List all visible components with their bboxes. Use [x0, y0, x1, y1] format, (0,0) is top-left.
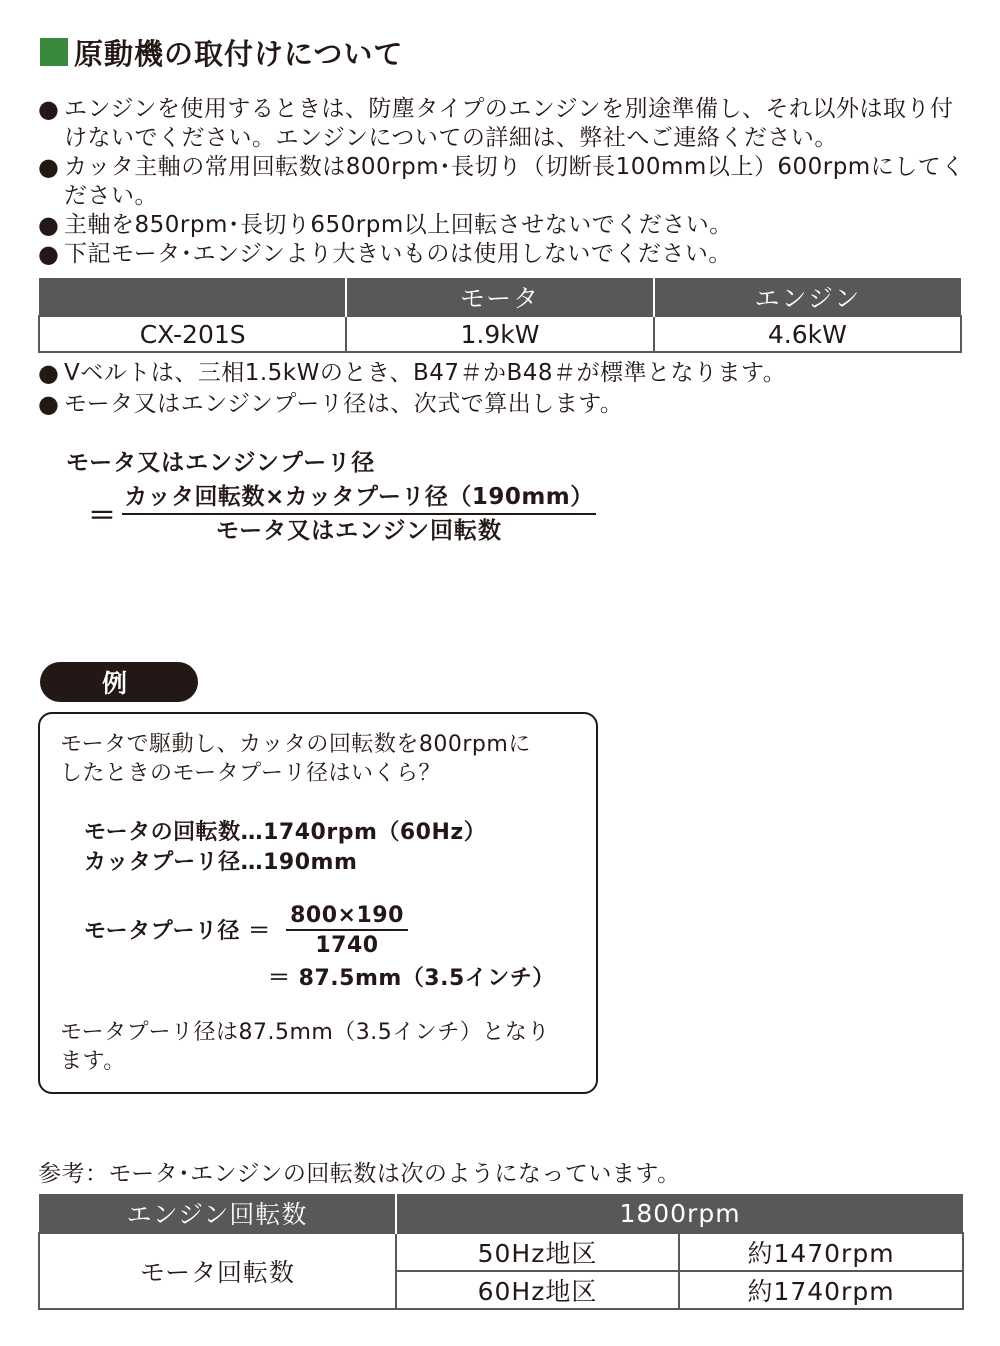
section-title: 原動機の取付けについて: [74, 36, 404, 71]
table-row: [39, 316, 961, 352]
rpm-table: [38, 1194, 964, 1310]
note-item: [38, 95, 968, 153]
spec-table: [38, 278, 962, 353]
example-answer-line1: モータプーリ径は87.5mm（3.5インチ）となり: [60, 1020, 550, 1045]
formula-denominator: モータ又はエンジン回転数: [216, 518, 502, 544]
note-text: 下記モータ･エンジンより大きいものは使用しないでください。: [64, 241, 732, 267]
formula-equals: ＝: [88, 499, 117, 532]
reference-text: 参考：モータ･エンジンの回転数は次のようになっています。: [38, 1161, 681, 1187]
bullet-icon: ●: [38, 359, 60, 387]
rpm-50hz: 約1470rpm: [679, 1233, 963, 1271]
spec-header-engine: エンジン: [654, 278, 961, 316]
notes-list-2: [38, 358, 968, 420]
note-text: Vベルトは、三相1.5kWのとき、B47＃かB48＃が標準となります。: [64, 360, 787, 386]
example-calc-result: ＝ 87.5mm（3.5インチ）: [268, 966, 555, 991]
bullet-icon: ●: [38, 95, 60, 123]
engine-rpm-value: 1800rpm: [396, 1194, 963, 1233]
note-text: 主軸を850rpm･長切り650rpm以上回転させないでください。: [64, 212, 733, 238]
rpm-table-header: [39, 1194, 963, 1233]
example-label: [40, 662, 198, 702]
spec-table-header: [39, 278, 961, 316]
bullet-icon: ●: [38, 211, 60, 239]
example-calc-numerator: 800×190: [286, 903, 408, 931]
formula-lhs: モータ又はエンジンプーリ径: [66, 450, 376, 476]
note-text: エンジンを使用するときは、防塵タイプのエンジンを別途準備し、それ以外は取り付けないでください。エンジンについての詳細は、弊社へご連絡ください。: [64, 96, 954, 151]
formula-numerator: カッタ回転数×カッタプーリ径（190mm）: [122, 478, 596, 515]
note-item: [38, 211, 968, 240]
engine-rpm-label: エンジン回転数: [39, 1194, 396, 1233]
table-row: [39, 1233, 963, 1271]
spec-header-model: [39, 278, 346, 316]
example-answer-line2: ます。: [60, 1049, 126, 1074]
bullet-icon: ●: [38, 240, 60, 268]
spec-motor-power: 1.9kW: [346, 316, 653, 352]
note-item: [38, 153, 968, 211]
note-item: [38, 358, 968, 389]
example-question-line2: したときのモータプーリ径はいくら？: [60, 761, 441, 786]
note-text: カッタ主軸の常用回転数は800rpm･長切り（切断長100mm以上）600rpmにしてください。: [64, 154, 965, 209]
section-heading: [40, 34, 403, 70]
region-50hz: 50Hz地区: [396, 1233, 679, 1271]
motor-rpm-label: モータ回転数: [39, 1233, 396, 1309]
note-item: [38, 240, 968, 269]
spec-header-motor: モータ: [346, 278, 653, 316]
example-calc-denominator: 1740: [315, 933, 379, 958]
notes-list: [38, 95, 968, 269]
spec-engine-power: 4.6kW: [654, 316, 961, 352]
bullet-icon: ●: [38, 390, 60, 418]
green-square-icon: [40, 38, 68, 66]
example-cutter-pulley: カッタプーリ径…190mm: [84, 850, 358, 875]
rpm-60hz: 約1740rpm: [679, 1271, 963, 1309]
spec-model: CX-201S: [39, 316, 346, 352]
note-item: [38, 389, 968, 420]
example-question-line1: モータで駆動し、カッタの回転数を800rpmに: [60, 732, 531, 757]
bullet-icon: ●: [38, 153, 60, 181]
example-calc-label: モータプーリ径 ＝: [84, 919, 271, 944]
example-label-text: 例: [102, 669, 128, 698]
example-motor-rpm: モータの回転数…1740rpm（60Hz）: [84, 820, 487, 845]
note-text: モータ又はエンジンプーリ径は、次式で算出します。: [64, 391, 624, 417]
region-60hz: 60Hz地区: [396, 1271, 679, 1309]
